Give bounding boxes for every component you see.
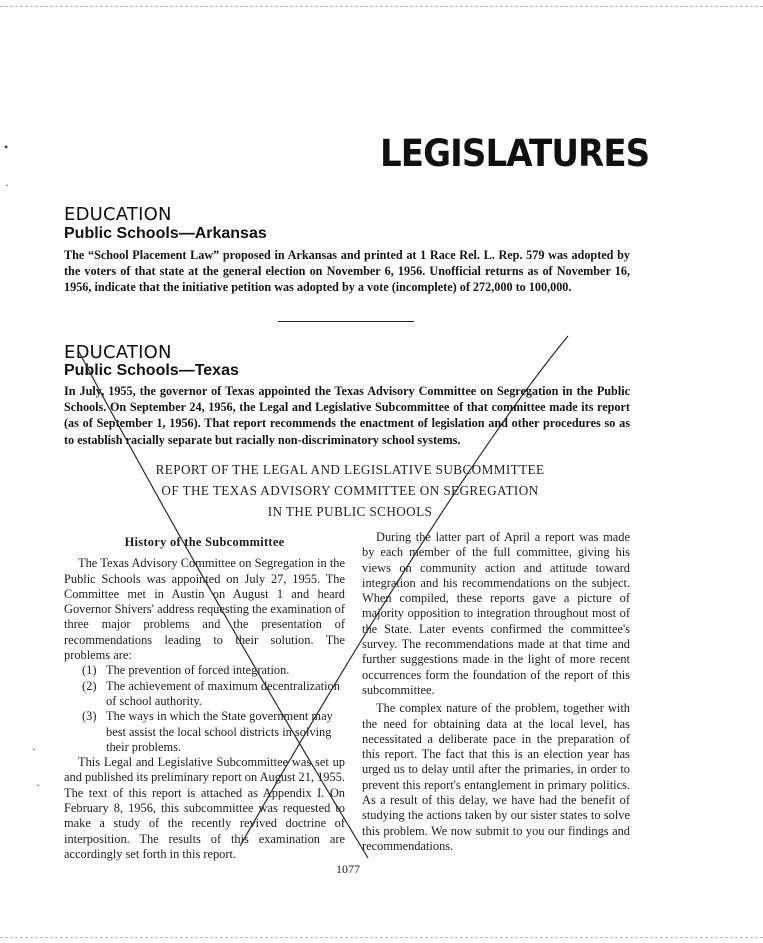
problem-item-text: The achievement of maximum decentralization of school authority.: [106, 678, 340, 708]
page-number: 1077: [336, 862, 360, 876]
page-title: LEGISLATURES: [380, 132, 650, 175]
section-subheading-texas: Public Schools—Texas: [64, 362, 239, 379]
texas-paragraph: In July, 1955, the governor of Texas appointed the Texas Advisory Committee on Segregation in the Public Schools. On September 24, 1956, the Legal and Legislative Subcommittee of that committee made its report (as of September 1, 1956). That report recommends the enactment of legislation and other procedures so as to establish racially separate but racially non-discriminatory school systems.: [64, 384, 630, 447]
history-heading: History of the Subcommittee: [124, 535, 285, 549]
problem-item-number: (3): [82, 709, 97, 724]
margin-mark: •: [4, 140, 9, 154]
history-paragraph-2: This Legal and Legislative Subcommittee was set up and published its preliminary report on August 21, 1955. The text of this report is attached as Appendix I. On February 8, 1956, this subcommittee was requested to make a study of the recently revived doctrine of interposition. The results of this examination are accordingly set forth in this report.: [64, 755, 345, 861]
problem-item-number: (1): [82, 663, 97, 678]
margin-mark: ·: [32, 742, 36, 756]
section-subheading-arkansas: Public Schools—Arkansas: [64, 225, 267, 242]
right-paragraph-1: During the latter part of April a report was made by each member of the full committee, giving his views on community action and attitude toward integration and his recommendations on the subject. When compiled, these reports gave a picture of majority opposition to integration throughout most of the State. Later events confirmed the committee's survey. The recommendations made at that time and further suggestions made in the light of more recent occurrences form the foundation of the report of this subcommittee.: [362, 530, 630, 697]
report-title-line-1: REPORT OF THE LEGAL AND LEGISLATIVE SUBCOMMITTEE: [155, 462, 545, 477]
right-paragraph-2: The complex nature of the problem, together with the need for obtaining data at the local level, has necessitated a deliberate pace in the preparation of this report. The fact that this is an election year has urged us to delay until after the primaries, in order to prevent this report's entanglement in primary politics. As a result of this delay, we have had the benefit of studying the actions taken by our sister states to solve this problem. We now submit to you our findings and recommendations.: [362, 701, 630, 853]
section-heading-education-arkansas: EDUCATION: [64, 204, 172, 225]
history-paragraph-1: The Texas Advisory Committee on Segregation in the Public Schools was appointed on July 27, 1955. The Committee met in Austin on August 1 and heard Governor Shivers' address requesting the examination of three major problems and the presentation of recommendations leading to their solution. The problems are:: [64, 556, 345, 663]
problem-item-number: (2): [82, 678, 97, 693]
margin-mark: ·: [36, 778, 40, 792]
section-heading-education-texas: EDUCATION: [64, 342, 172, 363]
diagonal-strike-left: [78, 350, 368, 858]
report-title-line-2: OF THE TEXAS ADVISORY COMMITTEE ON SEGREGATION: [161, 483, 539, 498]
diagonal-strike-right: [240, 336, 568, 846]
arkansas-paragraph: The “School Placement Law” proposed in Arkansas and printed at 1 Race Rel. L. Rep. 579 was adopted by the voters of that state at the general election on November 6, 1956. Unofficial returns as of November 16, 1956, indicate that the initiative petition was adopted by a vote (incomplete) of 272,000 to 100,000.: [64, 248, 630, 295]
report-title-line-3: IN THE PUBLIC SCHOOLS: [267, 504, 433, 519]
margin-mark: ·: [5, 178, 9, 192]
problem-item-text: The ways in which the State government may best assist the local school districts in solving their problems.: [106, 709, 333, 754]
problem-item-text: The prevention of forced integration.: [106, 663, 290, 678]
